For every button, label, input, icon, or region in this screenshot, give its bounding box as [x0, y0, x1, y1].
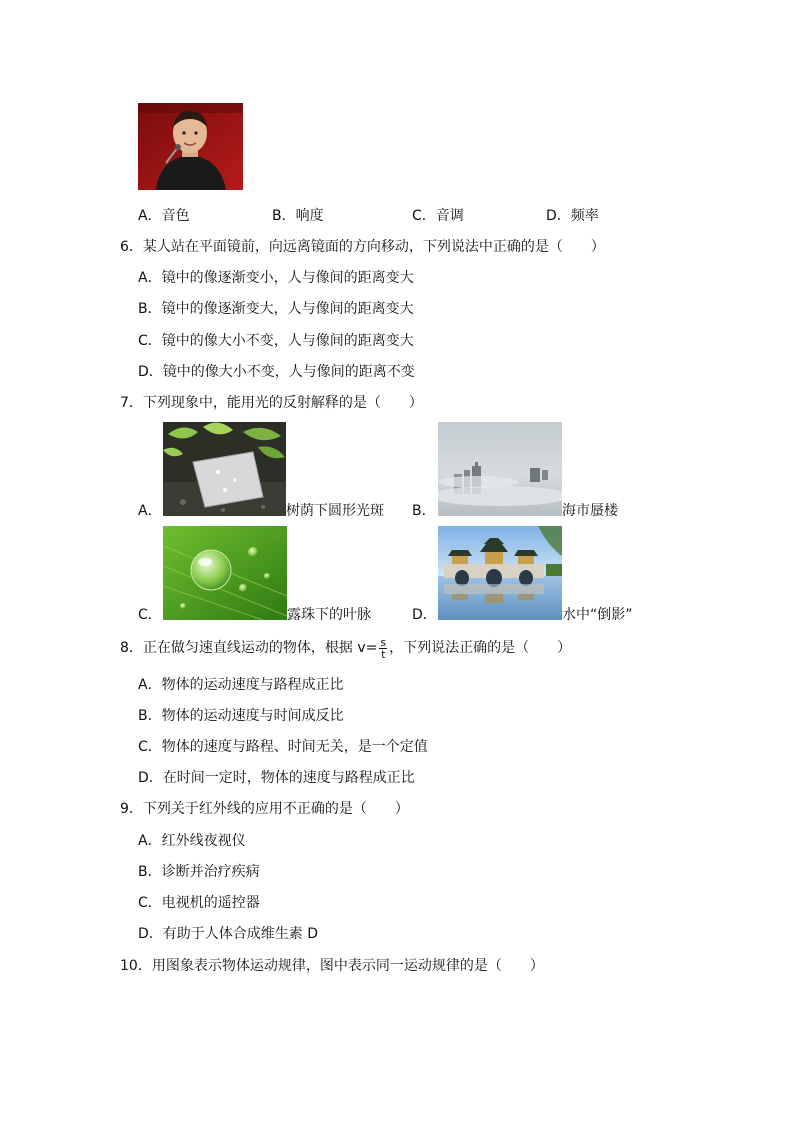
q7-option-d-letter: D． [412, 607, 437, 623]
mirage-photo [438, 422, 562, 516]
q5-option-b: B．响度 [272, 208, 324, 224]
q6-option-a: A．镜中的像逐渐变小，人与像间的距离变大 [138, 270, 414, 286]
q7-option-a-letter: A． [138, 503, 162, 519]
q10-stem: 10．用图象表示物体运动规律，图中表示同一运动规律的是（ ） [120, 958, 544, 974]
q6-option-d: D．镜中的像大小不变，人与像间的距离不变 [138, 364, 415, 380]
q5-option-a: A．音色 [138, 208, 190, 224]
performer-photo [138, 103, 243, 190]
q7-option-d-caption: 水中“倒影” [562, 607, 633, 623]
q9-option-b: B．诊断并治疗疾病 [138, 864, 260, 880]
q8-stem-suffix: ，下列说法正确的是（ ） [389, 640, 572, 656]
fraction-numerator: s [380, 635, 387, 649]
q9-option-c: C．电视机的遥控器 [138, 895, 260, 911]
velocity-fraction [379, 637, 387, 660]
dewdrop-leaf-photo [163, 526, 287, 620]
q8-option-d: D．在时间一定时，物体的速度与路程成正比 [138, 770, 415, 786]
q7-option-a-caption: 树荫下圆形光斑 [286, 503, 384, 519]
q7-option-b-letter: B． [412, 503, 436, 519]
q6-stem: 6．某人站在平面镜前，向远离镜面的方向移动，下列说法中正确的是（ ） [120, 239, 605, 255]
q5-option-c: C．音调 [412, 208, 464, 224]
q7-stem: 7．下列现象中，能用光的反射解释的是（ ） [120, 395, 423, 411]
q5-option-d: D．频率 [546, 208, 599, 224]
q7-option-c-caption: 露珠下的叶脉 [287, 607, 371, 623]
q8-option-c: C．物体的速度与路程、时间无关，是一个定值 [138, 739, 428, 755]
q8-option-a: A．物体的运动速度与路程成正比 [138, 677, 344, 693]
q8-stem-prefix: 8．正在做匀速直线运动的物体，根据 v= [120, 640, 378, 656]
tree-shade-photo [163, 422, 286, 516]
q8-stem [120, 633, 571, 663]
q9-option-d: D．有助于人体合成维生素 D [138, 926, 319, 942]
q8-option-b: B．物体的运动速度与时间成反比 [138, 708, 344, 724]
q6-option-b: B．镜中的像逐渐变大，人与像间的距离变大 [138, 301, 414, 317]
q7-option-c-letter: C． [138, 607, 162, 623]
q6-option-c: C．镜中的像大小不变，人与像间的距离变大 [138, 333, 414, 349]
q7-option-b-caption: 海市蜃楼 [562, 503, 618, 519]
q9-stem: 9．下列关于红外线的应用不正确的是（ ） [120, 801, 409, 817]
q9-option-a: A．红外线夜视仪 [138, 833, 246, 849]
fraction-denominator: t [381, 647, 386, 661]
bridge-reflection-photo [438, 526, 562, 620]
